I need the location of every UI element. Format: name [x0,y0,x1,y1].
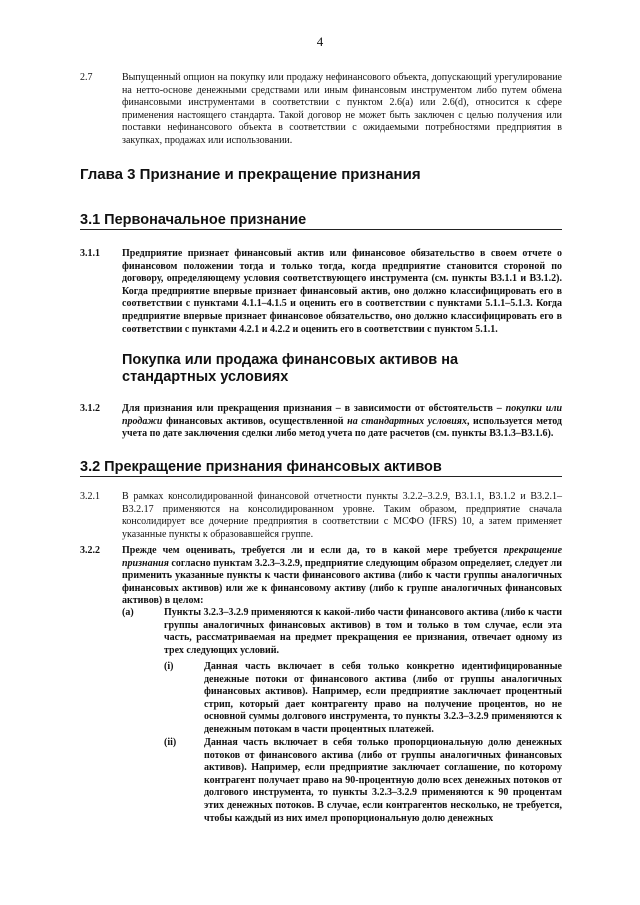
text-part: Для признания или прекращения признания – в зависимости от обстоятельств – [122,403,502,414]
text-part: , используется метод учета по дате заключения сделки либо метод учета по дате расчетов (см. пункты B3.1.3–B3.1.6). [122,415,562,440]
paragraph-number: 2.7 [80,72,93,83]
text-italic: покупки или продажи [122,403,563,427]
paragraph-text [122,545,562,608]
list-item-text: Данная часть включает в себя только пропорциональную долю денежных потоков от финансового актива (либо от группы аналогичных финансовых активов). Например, если предприятие заключает соглашение, по которому контрагент получает право на 90-процентную долю всех денежных потоков от долгового инструмента, то пункты 3.2.3–3.2.9 применяются к 90 процентам этих денежных потоков. В случае, если контрагентов несколько, не требуется, чтобы каждый из них имел пропорциональную долю денежных [204,737,562,824]
list-item-label: (a) [122,607,134,618]
list-item-label: (i) [164,661,174,672]
list-item-a [122,607,562,657]
paragraph-3-2-2 [80,545,562,608]
paragraph-number: 3.2.2 [80,545,100,556]
paragraph-text [122,403,562,441]
paragraph-number: 3.1.1 [80,248,100,259]
text-part: Прежде чем оценивать, требуется ли и если да, то в какой мере требуется [122,545,498,556]
paragraph-2-7 [80,72,562,148]
paragraph-text: Предприятие признает финансовый актив или финансовое обязательство в своем отчете о финансовом положении тогда и только тогда, когда предприятие становится стороной по договору, определяющему условия соответствующего инструмента (см. пункты B3.1.1 и B3.1.2). Когда предприятие впервые признает финансовый актив, оно должно классифицировать его в соответствии с пунктами 4.1.1–4.1.5 и оценить его в соответствии с пунктами 5.1.1–5.1.3. Когда предприятие впервые признает финансовое обязательство, оно должно классифицировать его в соответствии с пунктами 4.2.1 и 4.2.2 и оценить его в соответствии с пунктом 5.1.1. [122,248,562,335]
paragraph-text: В рамках консолидированной финансовой отчетности пункты 3.2.2–3.2.9, B3.1.1, B3.1.2 и B3.2.1–B3.2.17 применяются на консолидированном уровне. Таким образом, предприятие сначала консолидирует все дочерние предприятия в соответствии с МСФО (IFRS) 10, а затем применяет указанные пункты к образовавшейся группе. [122,491,562,540]
section-title-3-2: 3.2 Прекращение признания финансовых активов [80,459,562,477]
paragraph-number: 3.2.1 [80,491,100,502]
section-title-3-1: 3.1 Первоначальное признание [80,212,562,230]
paragraph-3-2-1 [80,491,562,541]
list-item-i [164,661,562,737]
list-item-text: Пункты 3.2.3–3.2.9 применяются к какой-либо части финансового актива (либо к части группы аналогичных финансовых активов) в том и только в том случае, если эта часть, рассматриваемая на предмет прекращения ее признания, отвечает одному из трех следующих условий. [164,607,562,656]
text-part: согласно пунктам 3.2.3–3.2.9, предприятие следующим образом определяет, следует ли применить указанные пункты к части финансового актива (либо к части группы аналогичных финансовых активов) или же к финансовому активу (либо к группе аналогичных финансовых активов) в целом: [122,557,563,607]
paragraph-text: Выпущенный опцион на покупку или продажу нефинансового объекта, допускающий урегулирование на нетто-основе денежными средствами или иным финансовым инструментом либо путем обмена финансовыми инструментами в соответствии с пунктом 2.6(a) или 2.6(d), относится к сфере применения настоящего стандарта. Такой договор не может быть заключен с целью получения или поставки нефинансового объекта в соответствии с ожидаемыми потребностями предприятия в закупках, продажах или использовании. [122,72,562,146]
paragraph-number: 3.1.2 [80,403,100,414]
page-number: 4 [316,34,324,49]
chapter-title: Глава 3 Признание и прекращение признания [80,166,421,183]
subsection-title: Покупка или продажа финансовых активов на стандартных условиях [122,352,459,385]
list-item-ii [164,737,562,825]
paragraph-3-1-1 [80,248,562,336]
list-item-text: Данная часть включает в себя только конкретно идентифицированные денежные потоки от финансового актива (либо от группы аналогичных финансовых активов). Например, если предприятие заключает процентный стрип, который дает контрагенту право на получение процентов, но не основной суммы долгового инструмента, то пункты 3.2.3–3.2.9 применяются к денежным потокам в части процентных платежей. [204,661,562,735]
text-italic: прекращение признания [122,545,563,569]
text-part: финансовых активов, осуществленной [166,415,344,427]
list-item-label: (ii) [164,737,177,748]
text-italic: на стандартных условиях [347,415,467,427]
paragraph-3-1-2 [80,403,562,441]
